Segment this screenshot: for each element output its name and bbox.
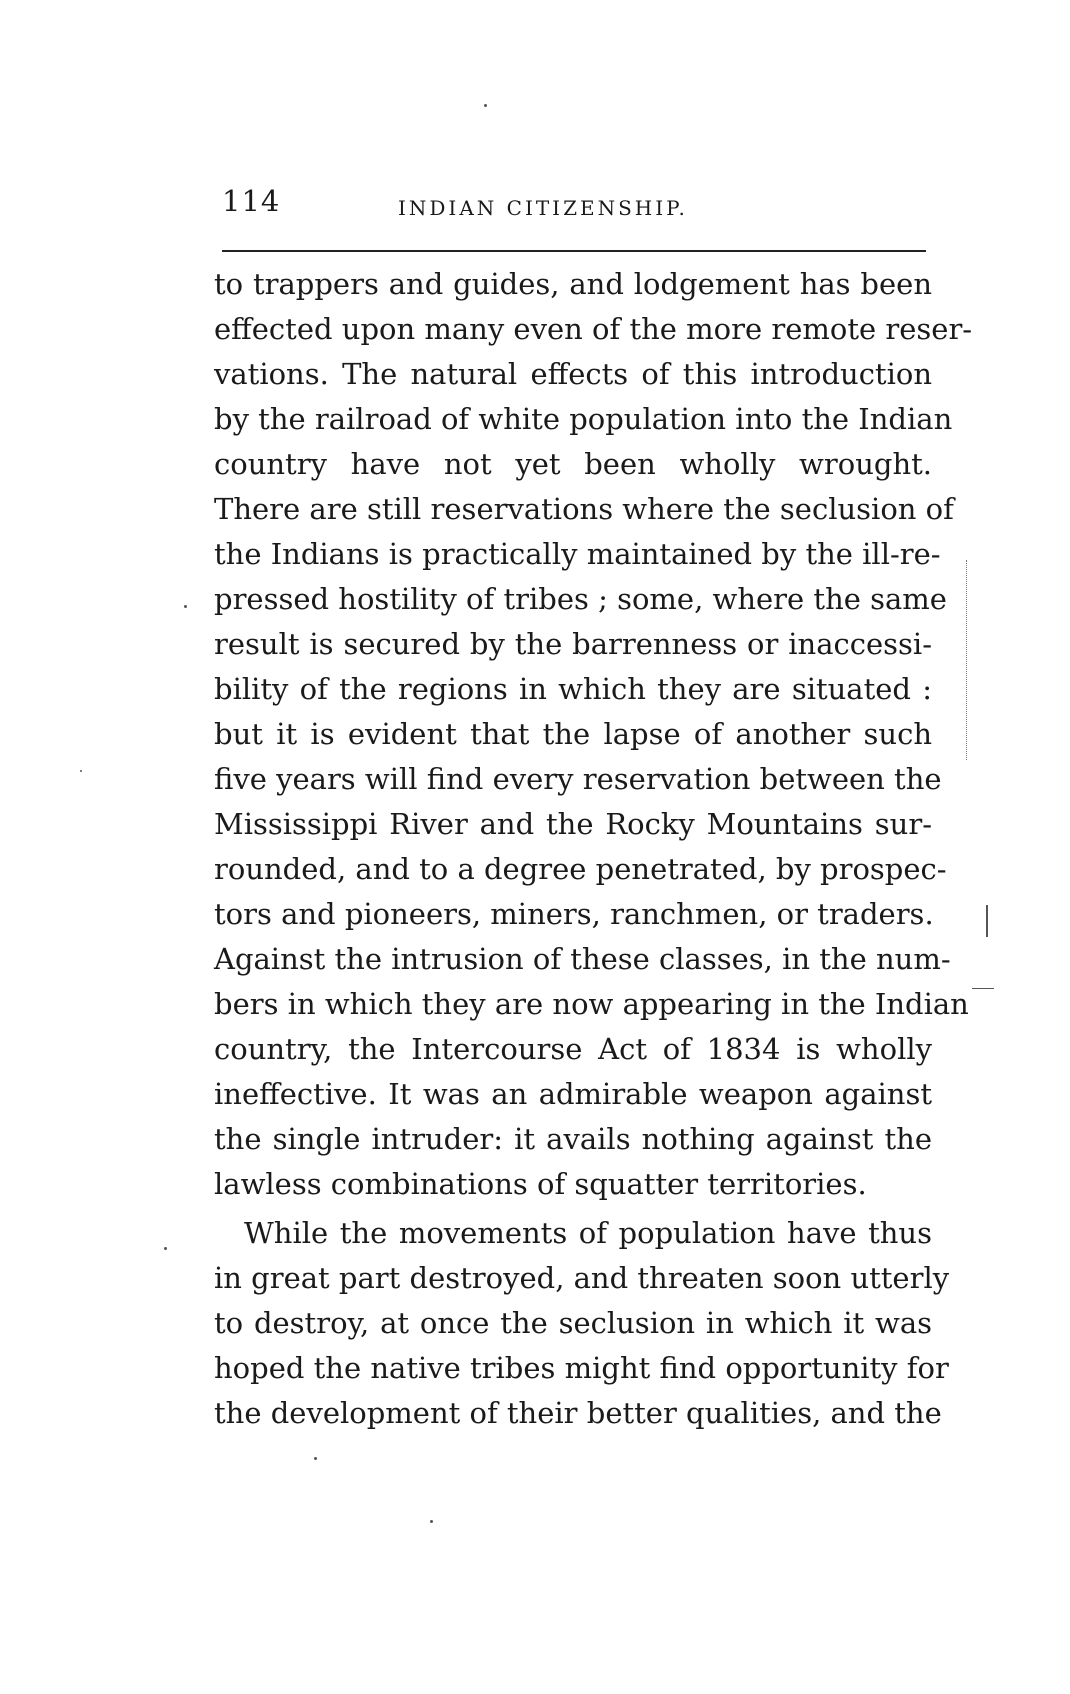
text-line: pressed hostility of tribes ; some, where the same (214, 582, 947, 616)
margin-mark (972, 988, 994, 989)
text-line: the Indians is practically maintained by the ill-re- (214, 537, 941, 571)
scan-speck (430, 1520, 433, 1523)
text-line: hoped the native tribes might find opportunity for (214, 1351, 949, 1385)
scan-speck (484, 104, 487, 107)
text-line: lawless combinations of squatter territories. (214, 1167, 867, 1201)
text-line: Against the intrusion of these classes, in the num- (214, 942, 951, 976)
text-line: by the railroad of white population into the Indian (214, 402, 953, 436)
text-line: vations. The natural effects of this introduction (214, 357, 932, 391)
running-head (222, 176, 922, 226)
text-line: in great part destroyed, and threaten soon utterly (214, 1261, 950, 1295)
margin-mark (986, 905, 988, 937)
text-line: bers in which they are now appearing in the Indian (214, 987, 969, 1021)
text-line: ineffective. It was an admirable weapon against (214, 1077, 932, 1111)
margin-mark (966, 560, 967, 760)
text-line: but it is evident that the lapse of another such (214, 717, 932, 751)
text-line: rounded, and to a degree penetrated, by prospec- (214, 852, 947, 886)
text-line: country, the Intercourse Act of 1834 is wholly (214, 1032, 932, 1066)
text-line: to trappers and guides, and lodgement has been (214, 267, 932, 301)
text-line: There are still reservations where the seclusion of (214, 492, 954, 526)
text-line: effected upon many even of the more remote reser- (214, 312, 973, 346)
text-line: the development of their better qualities, and the (214, 1396, 942, 1430)
scan-speck (80, 770, 82, 772)
text-line: Mississippi River and the Rocky Mountains sur- (214, 807, 932, 841)
text-line: five years will find every reservation between the (214, 762, 942, 796)
text-line: country have not yet been wholly wrought. (214, 447, 932, 481)
paragraph-2 (214, 1211, 950, 1436)
text-line: bility of the regions in which they are situated : (214, 672, 932, 706)
text-line: While the movements of population have thus (244, 1216, 932, 1250)
header-rule (222, 250, 926, 252)
paragraph-1 (214, 262, 973, 1207)
text-line: tors and pioneers, miners, ranchmen, or traders. (214, 897, 934, 931)
running-title: INDIAN CITIZENSHIP. (398, 196, 688, 220)
text-line: result is secured by the barrenness or inaccessi- (214, 627, 932, 661)
scan-speck (164, 1247, 167, 1250)
body-text (214, 262, 973, 1436)
text-line: the single intruder: it avails nothing against the (214, 1122, 932, 1156)
scan-speck (184, 605, 187, 608)
text-line: to destroy, at once the seclusion in which it was (214, 1306, 932, 1340)
scan-speck (314, 1457, 317, 1460)
page-number: 114 (222, 184, 281, 218)
